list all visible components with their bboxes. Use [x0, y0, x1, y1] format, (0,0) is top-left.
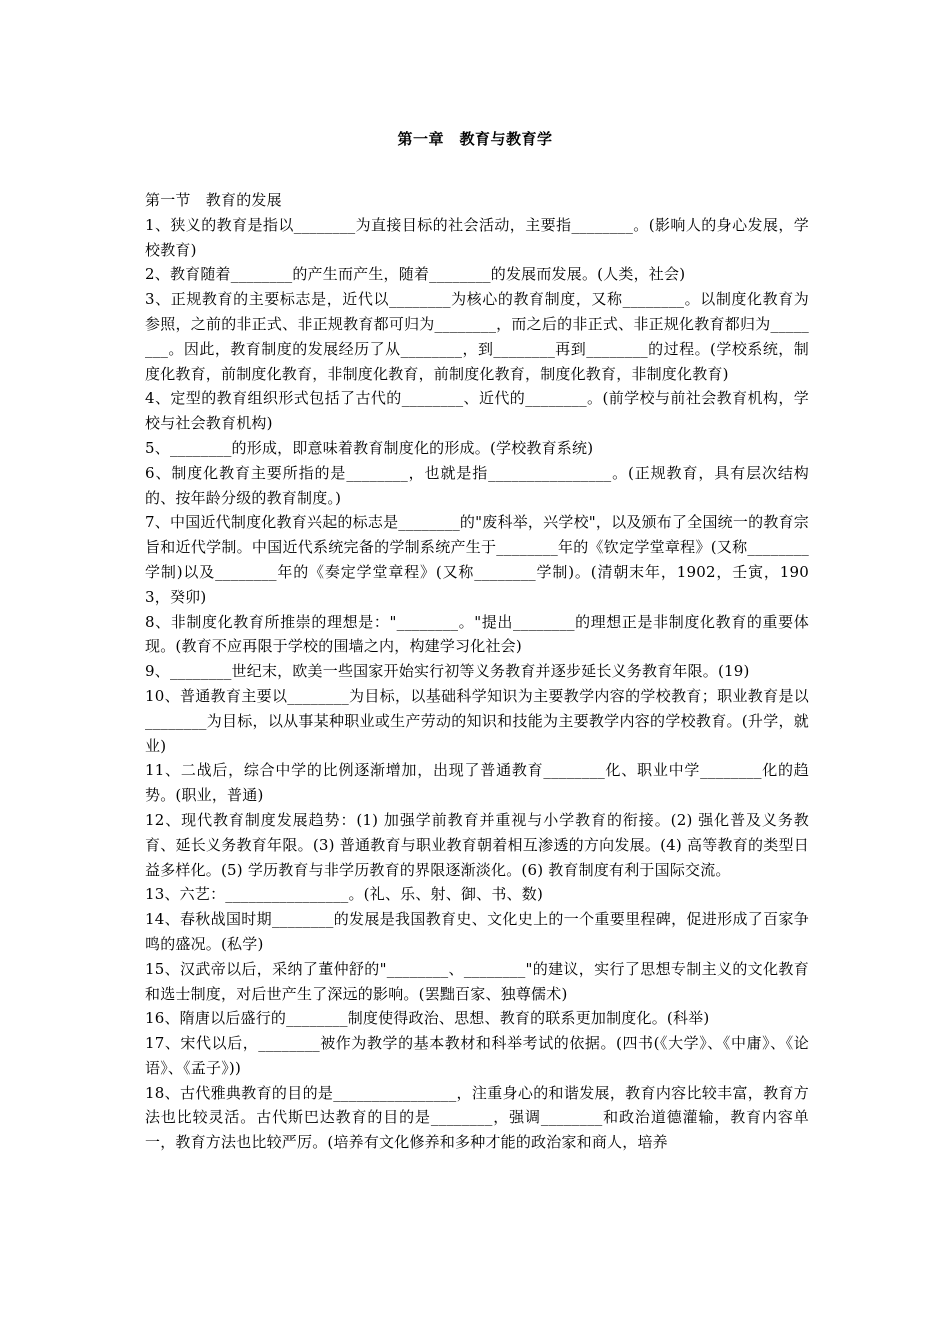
question-item: 12、现代教育制度发展趋势：(1) 加强学前教育并重视与小学教育的衔接。(2) 强化普及义务教育、延长义务教育年限。(3) 普通教育与职业教育朝着相互渗透的方向发展。(4) 高等教育的类型日益多样化。(5) 学历教育与非学历教育的界限逐渐淡化。(6) 教育制度有利于国际交流。 [145, 810, 809, 879]
question-item: 5、________的形成，即意味着教育制度化的形成。(学校教育系统) [145, 438, 594, 457]
question-item: 1、狭义的教育是指以________为直接目标的社会活动，主要指________。(影响人的身心发展，学校教育) [145, 215, 809, 259]
chapter-title: 第一章 教育与教育学 [397, 130, 553, 148]
question-item: 4、定型的教育组织形式包括了古代的________、近代的________。(前学校与前社会教育机构，学校与社会教育机构) [145, 389, 809, 433]
question-item: 14、春秋战国时期________的发展是我国教育史、文化史上的一个重要里程碑，促进形成了百家争鸣的盛况。(私学) [145, 910, 809, 953]
question-item: 6、制度化教育主要所指的是________，也就是指________________。(正规教育，具有层次结构的、按年龄分级的教育制度。) [145, 463, 809, 507]
question-item: 9、________世纪末，欧美一些国家开始实行初等义务教育并逐步延长义务教育年限。(19) [145, 662, 750, 681]
question-item: 17、宋代以后，________被作为教学的基本教材和科举考试的依据。(四书(《大学》、《中庸》、《论语》、《孟子》)) [145, 1034, 809, 1077]
question-item: 18、古代雅典教育的目的是________________，注重身心的和谐发展，教育内容比较丰富，教育方法也比较灵活。古代斯巴达教育的目的是________，强调________和政治道德灌输，教育内容单一，教育方法也比较严厉。(培养有文化修养和多种才能的政治家和商人，培养 [145, 1083, 809, 1152]
question-item: 15、汉武帝以后，采纳了董仲舒的"________、________"的建议，实行了思想专制主义的文化教育和选士制度，对后世产生了深远的影响。(罢黜百家、独尊儒术) [145, 959, 809, 1003]
question-item: 11、二战后，综合中学的比例逐渐增加，出现了普通教育________化、职业中学________化的趋势。(职业，普通) [145, 761, 809, 805]
question-item: 16、隋唐以后盛行的________制度使得政治、思想、教育的联系更加制度化。(科举) [145, 1009, 710, 1028]
question-item: 8、非制度化教育所推崇的理想是："________。"提出________的理想正是非制度化教育的重要体现。(教育不应再限于学校的围墙之内，构建学习化社会) [145, 612, 809, 656]
document-body [145, 188, 809, 1155]
question-item: 3、正规教育的主要标志是，近代以________为核心的教育制度，又称________。以制度化教育为参照，之前的非正式、非正规教育都可归为________，而之后的非正式、非正规化教育都归为________。因此，教育制度的发展经历了从________，到________再到________的过程。(学校系统，制度化教育，前制度化教育，非制度化教育，前制度化教育，制度化教育，非制度化教育) [145, 290, 809, 383]
section-title: 第一节 教育的发展 [145, 191, 282, 209]
question-item: 10、普通教育主要以________为目标，以基础科学知识为主要教学内容的学校教育；职业教育是以________为目标，以从事某种职业或生产劳动的知识和技能为主要教学内容的学校教育。(升学，就业) [145, 686, 809, 755]
question-item: 7、中国近代制度化教育兴起的标志是________的"废科举，兴学校"，以及颁布了全国统一的教育宗旨和近代学制。中国近代系统完备的学制系统产生于________年的《钦定学堂章程》(又称________学制)以及________年的《奏定学堂章程》(又称________学制)。(清朝末年，1902，壬寅，1903，癸卯) [145, 513, 809, 606]
question-item: 2、教育随着________的产生而产生，随着________的发展而发展。(人类，社会) [145, 265, 686, 284]
question-item: 13、六艺：________________。(礼、乐、射、御、书、数) [145, 885, 543, 904]
